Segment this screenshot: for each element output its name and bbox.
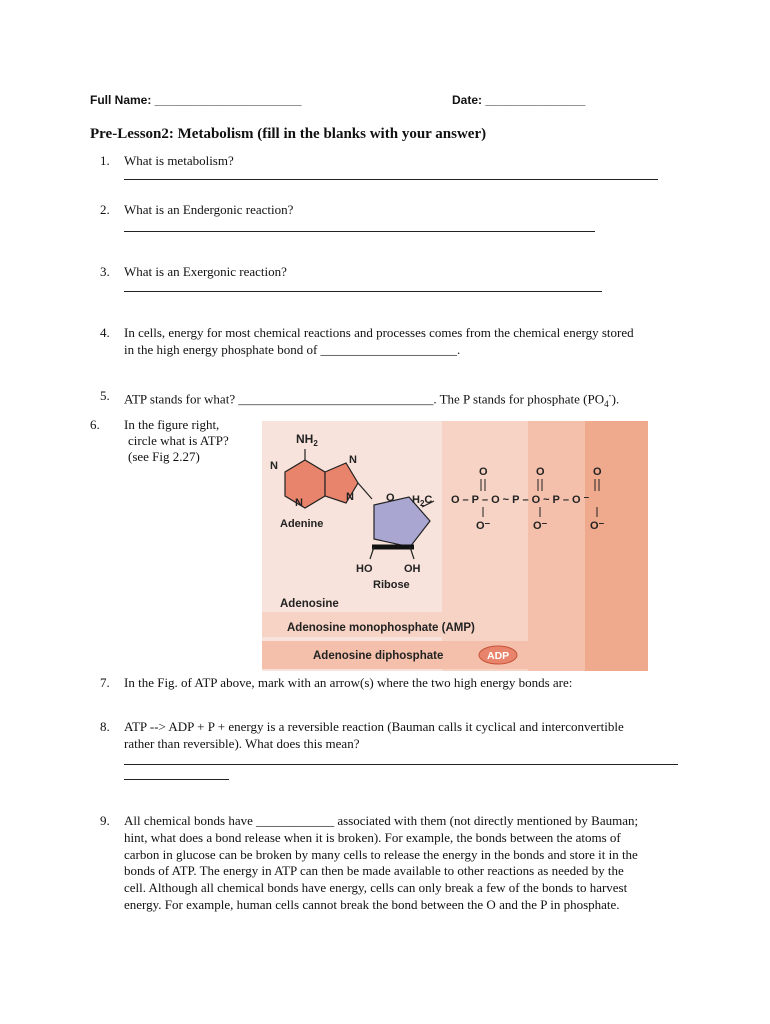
adp-label: Adenosine diphosphate bbox=[313, 650, 444, 662]
question-number: 4. bbox=[100, 325, 110, 340]
page-title: Pre-Lesson2: Metabolism (fill in the blanks with your answer) bbox=[90, 126, 487, 142]
question-text: in the high energy phosphate bond of _____________________. bbox=[124, 342, 461, 357]
atom-n4: N bbox=[346, 491, 354, 503]
question-text: What is metabolism? bbox=[124, 153, 234, 168]
full-name-field[interactable]: Full Name: ______________________ bbox=[90, 93, 302, 107]
question-text: circle what is ATP? bbox=[128, 433, 229, 448]
answer-line-8a[interactable] bbox=[124, 764, 678, 765]
phosphate-o-top-2: O bbox=[536, 466, 545, 478]
question-text: ATP stands for what? ______________________________. The P stands for phosphate $(PO_4^-)$. bbox=[124, 390, 620, 409]
phosphate-o-top-1: O bbox=[479, 466, 488, 478]
atom-n2: N bbox=[349, 454, 357, 466]
question-text: rather than reversible). What does this mean? bbox=[124, 736, 360, 751]
phosphate-o-bottom-2: O⁻ bbox=[533, 520, 548, 532]
h2c-label: $H_2C$ bbox=[412, 494, 433, 508]
question-number: 3. bbox=[100, 264, 110, 279]
nh2-label: $NH_2$ bbox=[296, 432, 318, 448]
question-text: (see Fig 2.27) bbox=[128, 449, 200, 464]
question-number: 7. bbox=[100, 675, 110, 690]
ho-label: HO bbox=[356, 563, 373, 575]
phosphate-chain: O–P–O~P–O~P–O⁻ bbox=[451, 494, 593, 506]
question-text: What is an Endergonic reaction? bbox=[124, 202, 294, 217]
question-number: 2. bbox=[100, 202, 110, 217]
oh-label: OH bbox=[404, 563, 421, 575]
question-text: What is an Exergonic reaction? bbox=[124, 264, 287, 279]
atp-figure[interactable] bbox=[262, 421, 648, 671]
question-text: cell. Although all chemical bonds have energy, cells can only break a few of the bonds to harvest bbox=[124, 880, 628, 896]
phosphate-o-top-3: O bbox=[593, 466, 602, 478]
phosphate-o-bottom-3: O⁻ bbox=[590, 520, 605, 532]
question-number: 1. bbox=[100, 153, 110, 168]
amp-label: Adenosine monophosphate (AMP) bbox=[287, 622, 475, 634]
ring-oxygen: O bbox=[386, 492, 395, 504]
phosphate-band-3 bbox=[585, 421, 648, 671]
ribose-label: Ribose bbox=[373, 579, 410, 591]
question-number: 9. bbox=[100, 813, 110, 828]
answer-line-3[interactable] bbox=[124, 291, 602, 292]
phosphate-o-bottom-1: O⁻ bbox=[476, 520, 491, 532]
adenine-label: Adenine bbox=[280, 518, 324, 530]
question-text: ATP --> ADP + P + energy is a reversible reaction (Bauman calls it cyclical and interconvertible bbox=[124, 719, 624, 734]
question-text: In the figure right, bbox=[124, 417, 220, 432]
question-text: hint, what does a bond release when it is broken). For example, the bonds between the atoms of bbox=[124, 829, 621, 845]
question-number: 8. bbox=[100, 719, 110, 734]
question-text: In cells, energy for most chemical reactions and processes comes from the chemical energy stored bbox=[124, 325, 634, 340]
adenosine-label: Adenosine bbox=[280, 598, 339, 610]
question-text: carbon in glucose can be broken by many cells to release the energy in the bonds and store it in the bbox=[124, 846, 638, 862]
question-number: 6. bbox=[90, 417, 100, 432]
question-number: 5. bbox=[100, 388, 110, 403]
atom-n3: N bbox=[295, 497, 303, 509]
answer-line-2[interactable] bbox=[124, 231, 595, 232]
question-text: In the Fig. of ATP above, mark with an arrow(s) where the two high energy bonds are: bbox=[124, 675, 573, 690]
question-text: bonds of ATP. The energy in ATP can then be made available to other reactions as needed by the bbox=[124, 863, 624, 879]
date-field[interactable]: Date: _______________ bbox=[452, 93, 586, 107]
answer-line-8b[interactable] bbox=[124, 779, 229, 780]
question-text: energy. For example, human cells cannot break the bond between the O and the P in phosphate. bbox=[124, 897, 620, 912]
answer-line-1[interactable] bbox=[124, 179, 658, 180]
question-text: All chemical bonds have ____________ associated with them (not directly mentioned by Bauman; bbox=[124, 813, 639, 828]
atom-n1: N bbox=[270, 460, 278, 472]
adp-badge-label: ADP bbox=[487, 650, 510, 662]
